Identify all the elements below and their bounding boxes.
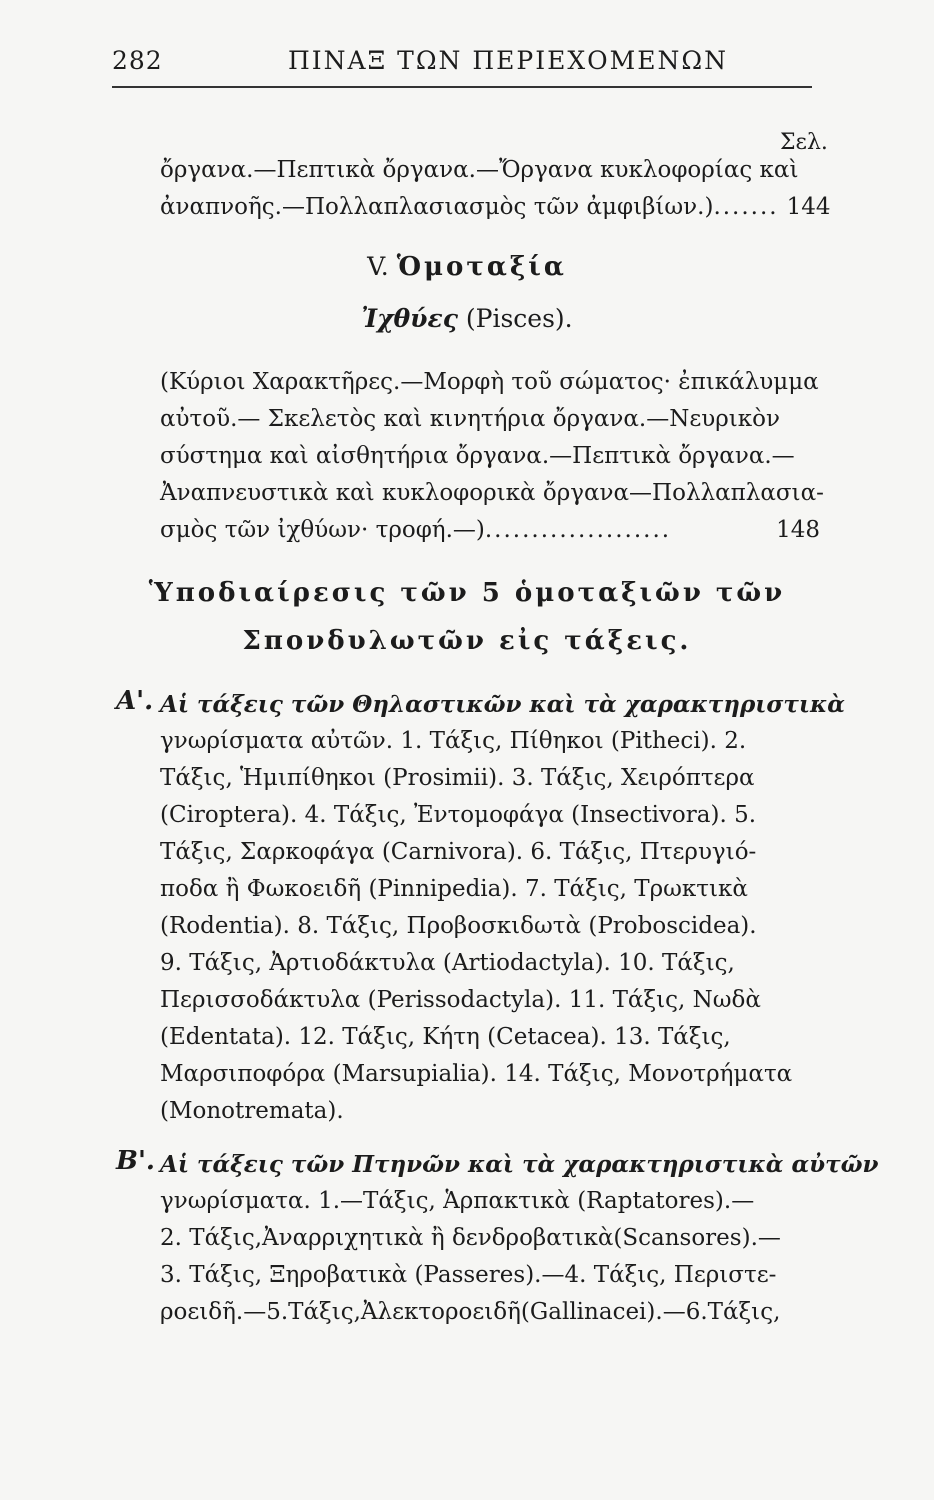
section-title: Ὁμοταξία — [396, 252, 567, 282]
text-line: (Ciroptera). 4. Τάξις, Ἐντομοφάγα (Insectivora). 5. — [160, 802, 757, 828]
page-header — [112, 42, 822, 86]
text-line: Περισσοδάκτυλα (Perissodactyla). 11. Τάξις, Νωδὰ — [160, 987, 761, 1013]
text-line: 2. Τάξις,Ἀναρριχητικὰ ἢ δενδροβατικὰ(Scansores).— — [160, 1225, 781, 1251]
text-line: (Monotremata). — [160, 1098, 344, 1124]
text-line: Τάξις, Ἡμιπίθηκοι (Prosimii). 3. Τάξις, Χειρόπτερα — [160, 765, 755, 791]
tail-text: ἀναπνοῆς.—Πολλαπλασιασμὸς τῶν ἀμφιβίων.) — [160, 194, 714, 220]
section-v-subtitle — [0, 304, 934, 333]
dot-leader: ....... — [713, 194, 779, 220]
text-line: ροειδῆ.—5.Τάξις,Ἀλεκτοροειδῆ(Gallinacei).—6.Τάξις, — [160, 1299, 781, 1325]
text-line: ὄργανα.—Πεπτικὰ ὄργανα.—Ὄργανα κυκλοφορίας καὶ — [160, 157, 799, 183]
section-numeral: V. — [367, 252, 389, 281]
part-b-entry — [160, 1146, 879, 1331]
text-line: ποδα ἢ Φωκοειδῆ (Pinnipedia). 7. Τάξις, Τρωκτικὰ — [160, 876, 748, 902]
text-line: γνωρίσματα. 1.—Τάξις, Ἁρπακτικὰ (Raptatores).— — [160, 1188, 755, 1214]
text-line: (Rodentia). 8. Τάξις, Προβοσκιδωτὰ (Proboscidea). — [160, 913, 757, 939]
text-line: αὐτοῦ.— Σκελετὸς καὶ κινητήρια ὄργανα.—Νευρικὸν — [160, 406, 781, 432]
text-line: Ἀναπνευστικὰ καὶ κυκλοφορικὰ ὄργανα—Πολλαπλασια- — [160, 480, 824, 506]
header-rule — [112, 86, 812, 88]
dot-leader: .................... — [484, 517, 672, 543]
text-line: 9. Τάξις, Ἀρτιοδάκτυλα (Artiodactyla). 10. Τάξις, — [160, 950, 735, 976]
text-line: (Edentata). 12. Τάξις, Κήτη (Cetacea). 13. Τάξις, — [160, 1024, 731, 1050]
text-line: 3. Τάξις, Ξηροβατικὰ (Passeres).—4. Τάξις, Περιστε- — [160, 1262, 777, 1288]
section-v-title — [0, 252, 934, 282]
intro-entry — [160, 152, 831, 226]
division-heading-line2: Σπονδυλωτῶν εἰς τάξεις. — [242, 626, 692, 656]
page-number: 282 — [112, 46, 163, 75]
section-subtitle: Ἰχθύες — [361, 304, 458, 333]
part-b-label: Β'. — [116, 1146, 155, 1176]
section-subtitle-latin: (Pisces). — [465, 304, 573, 333]
entry-page-number: 144 — [786, 194, 831, 220]
page-column-label: Σελ. — [780, 130, 828, 155]
entry-tail — [160, 189, 831, 226]
entry-tail — [160, 512, 820, 549]
part-a-heading: Αἱ τάξεις τῶν Θηλαστικῶν καὶ τὰ χαρακτηριστικὰ — [160, 691, 845, 718]
text-line: (Κύριοι Χαρακτῆρες.—Μορφὴ τοῦ σώματος· ἐπικάλυμμα — [160, 369, 819, 395]
text-line: γνωρίσματα αὐτῶν. 1. Τάξις, Πίθηκοι (Pitheci). 2. — [160, 728, 747, 754]
tail-text: σμὸς τῶν ἰχθύων· τροφή.—) — [160, 517, 485, 543]
text-line: σύστημα καὶ αἰσθητήρια ὄργανα.—Πεπτικὰ ὄργανα.— — [160, 443, 795, 469]
part-b-heading: Αἱ τάξεις τῶν Πτηνῶν καὶ τὰ χαρακτηριστικὰ αὐτῶν — [160, 1151, 879, 1178]
part-a-entry — [160, 686, 845, 1130]
entry-page-number: 148 — [776, 517, 820, 543]
part-a-label: Α'. — [116, 686, 154, 716]
running-title: ΠΙΝΑΞ ΤΩΝ ΠΕΡΙΕΧΟΜΕΝΩΝ — [288, 46, 728, 75]
pisces-entry — [160, 364, 824, 549]
text-line: Μαρσιποφόρα (Marsupialia). 14. Τάξις, Μονοτρήματα — [160, 1061, 793, 1087]
text-line: Τάξις, Σαρκοφάγα (Carnivora). 6. Τάξις, Πτερυγιό- — [160, 839, 757, 865]
division-heading-line1: Ὑποδιαίρεσις τῶν 5 ὁμοταξιῶν τῶν — [148, 578, 786, 608]
